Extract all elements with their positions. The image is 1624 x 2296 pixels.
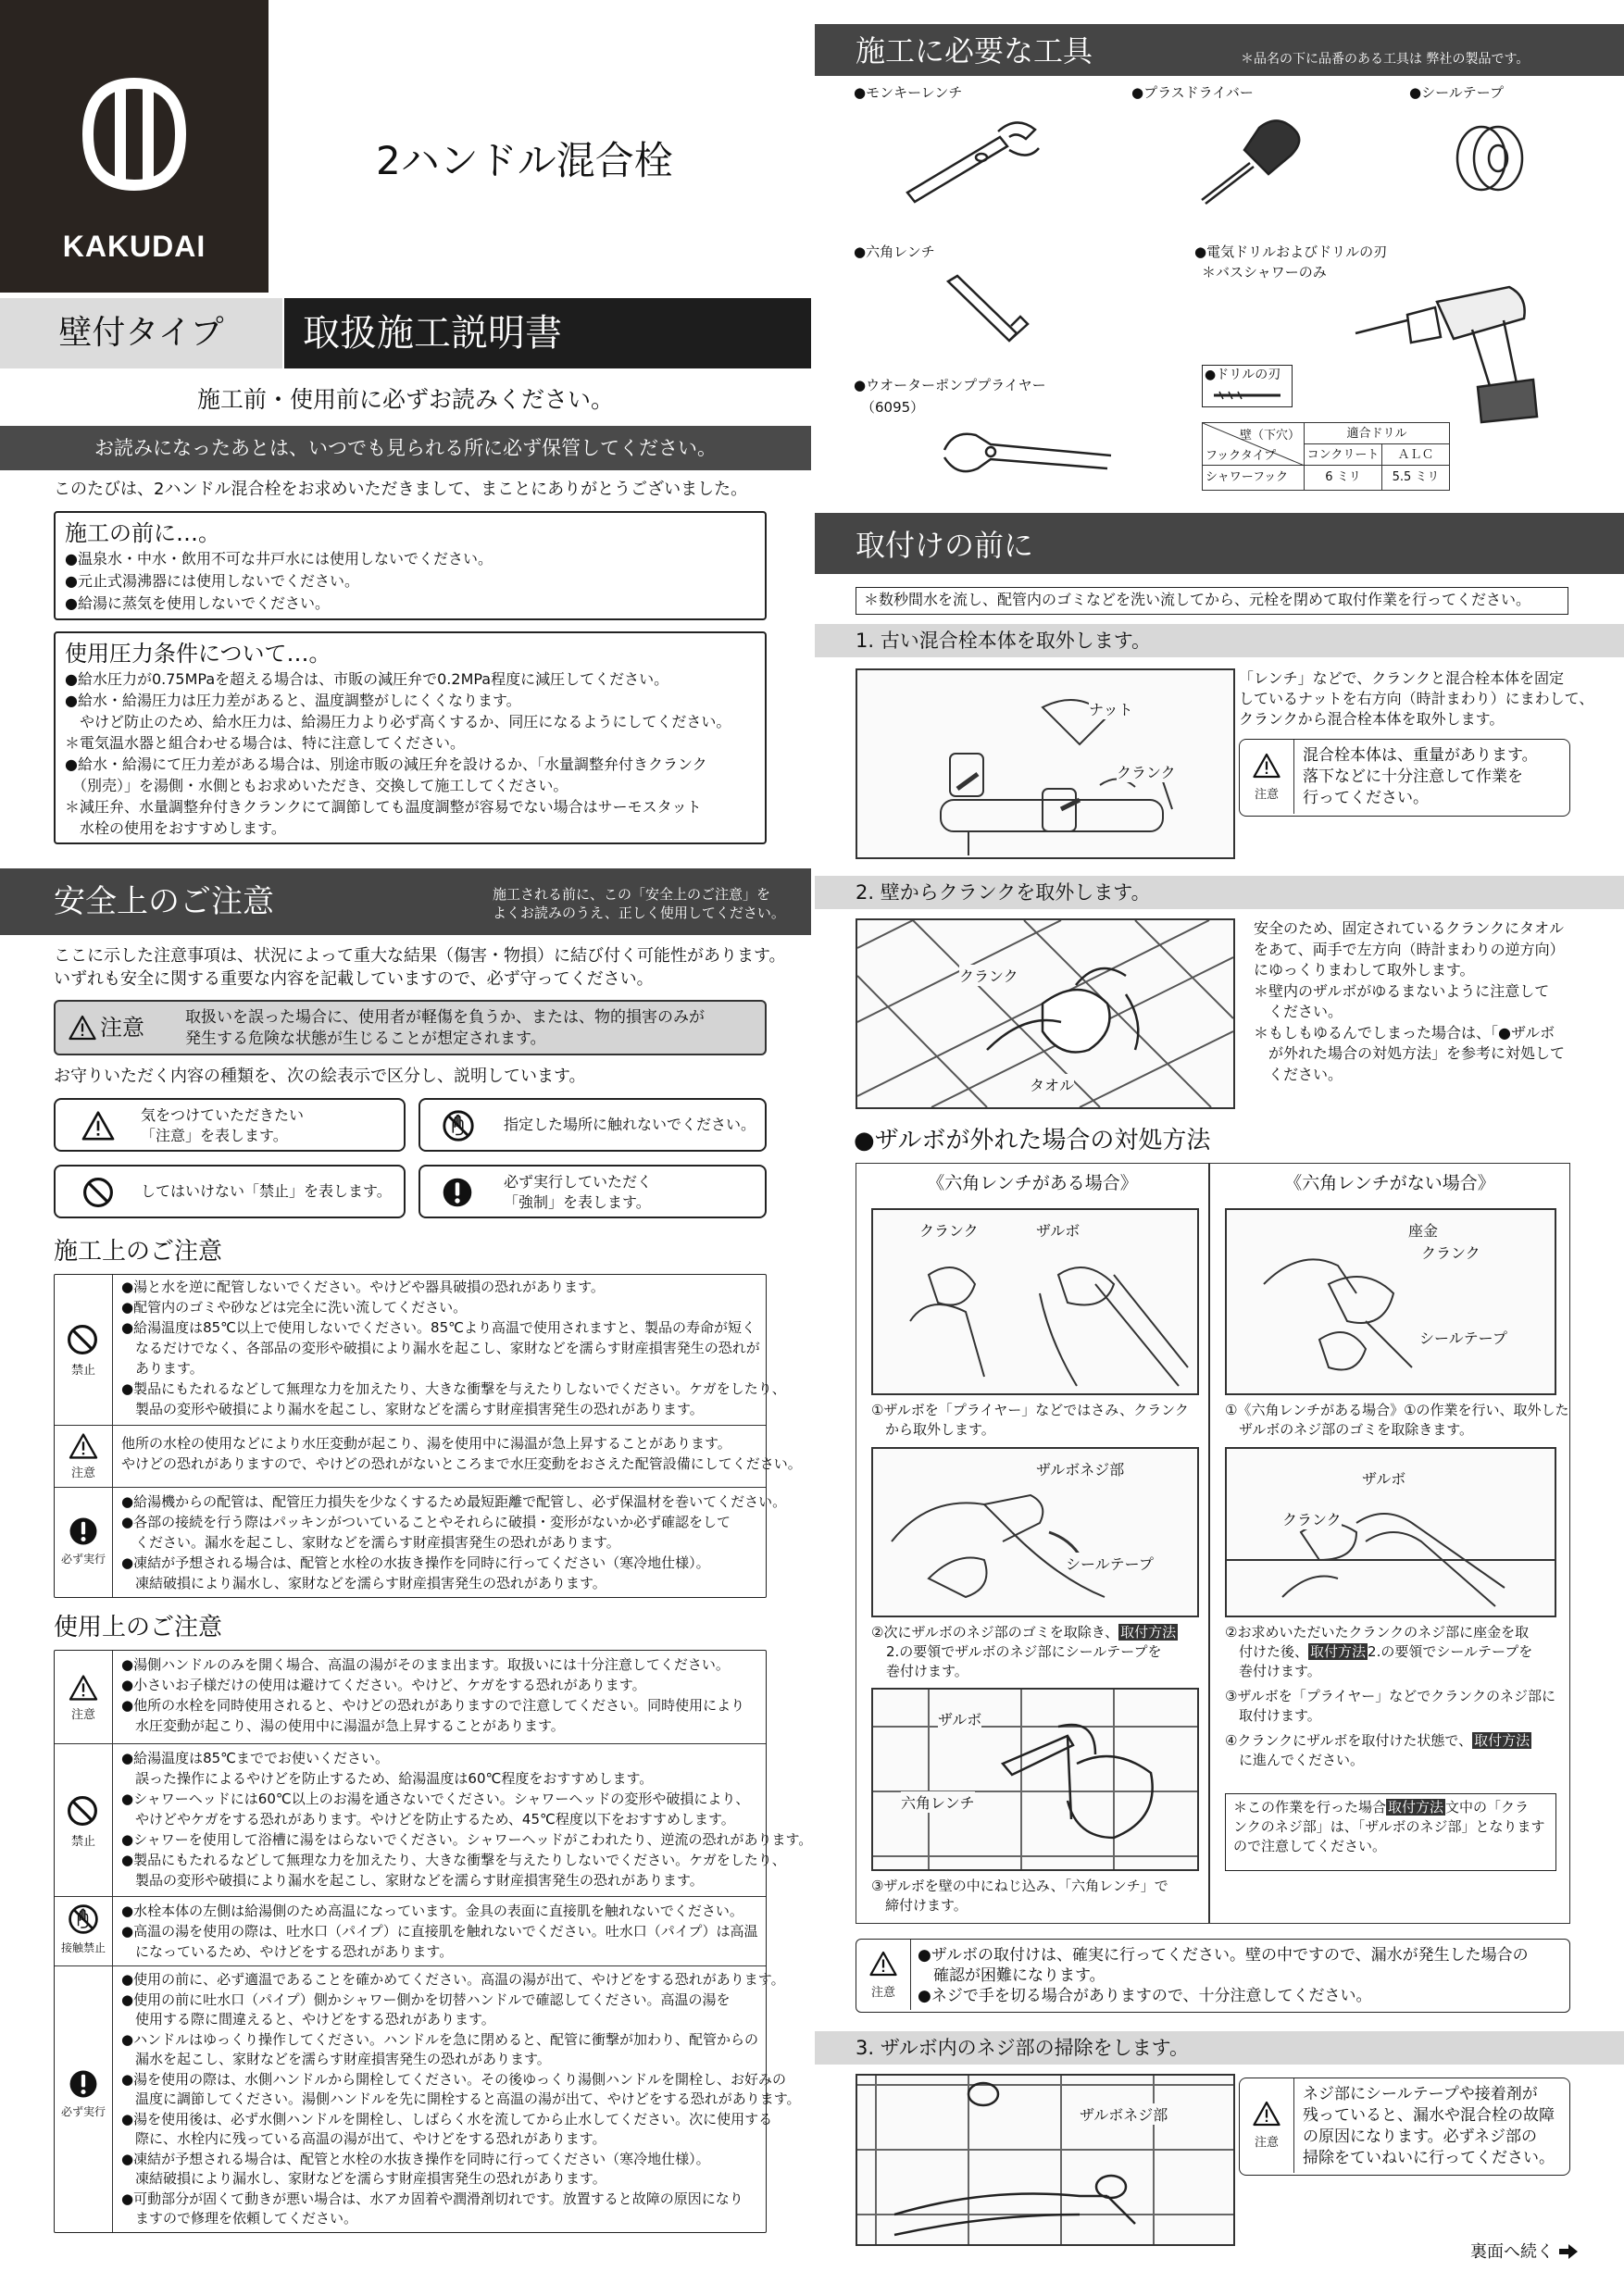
no-touch-icon — [67, 1903, 100, 1936]
safety-title: 安全上のご注意 — [54, 883, 274, 920]
arrow-right-icon — [1559, 2244, 1578, 2259]
install-notes-title: 施工上のご注意 — [54, 1238, 223, 1266]
step1-caution — [1239, 739, 1570, 817]
legend-must-line2: 「強制」を表します。 — [504, 1193, 651, 1211]
drill-bit-label: ●ドリルの刃 — [1205, 368, 1281, 382]
a1-text-line: から取外します。 — [871, 1421, 995, 1438]
step3-caution-line: ネジ部にシールテープや接着剤が — [1303, 2085, 1538, 2103]
zarubo-without-hex-heading: 《六角レンチがない場合》 — [1284, 1173, 1495, 1193]
a2-text-line: 巻付けます。 — [886, 1663, 968, 1679]
note-line: なるだけでなく、各部品の変形や破損により漏水を起こし、家財などを濡らす財産損害発生の恐れが — [121, 1340, 760, 1356]
step1-crank-label: クランク — [1117, 761, 1176, 782]
legend-no-touch-text: 指定した場所に触れないでください。 — [504, 1116, 756, 1133]
footer-next — [1470, 2240, 1578, 2265]
b2-tag: 取付方法 — [1310, 1643, 1367, 1660]
pressure-item: やけど防止のため、給水圧力は、給湯圧力より必ず高くするか、同圧になるようにしてください。 — [65, 713, 731, 730]
step1-caution-line: 行ってください。 — [1303, 789, 1429, 807]
b3-text-line: 取付けます。 — [1225, 1707, 1321, 1724]
kakudai-logo-icon — [0, 19, 269, 231]
warning-icon — [69, 1675, 98, 1701]
b3-text-line: ③ザルボを「プライヤー」などでクランクのネジ部に — [1225, 1688, 1555, 1704]
zarubo-title: ●ザルボが外れた場合の対処方法 — [854, 1127, 1211, 1154]
step2-text-line: ＊壁内のザルボがゆるまないように注意して — [1254, 981, 1550, 1000]
a3-hex-label: 六角レンチ — [901, 1791, 975, 1813]
pressure-item: ＊電気温水器と組合わせる場合は、特に注意してください。 — [65, 734, 466, 752]
note-line: ●凍結が予想される場合は、配管と水栓の水抜き操作を同時に行ってください（寒冷地仕様）。 — [121, 1554, 710, 1571]
step1-text-line: クランクから混合栓本体を取外します。 — [1239, 710, 1505, 728]
zarubo-a1-text — [871, 1401, 1189, 1440]
use-note-row — [55, 1966, 801, 2232]
a2-tag: 取付方法 — [1120, 1624, 1177, 1641]
b5-text-line: ンクのネジ部」は、「ザルボのネジ部」となります — [1233, 1818, 1545, 1835]
zarubo-clean-icon — [857, 2076, 1233, 2244]
before-install-item: ●元止式湯沸器には使用しないでください。 — [65, 572, 359, 590]
note-line: 凍結破損により漏水し、家財などを濡らす財産損害発生の恐れがあります。 — [121, 1575, 606, 1591]
note-line: ●他所の水栓を同時使用されると、やけどの恐れがありますので注意してください。同時使用により — [121, 1697, 745, 1714]
faucet-removal-icon — [857, 670, 1233, 857]
hex-wrench-tighten-icon — [873, 1690, 1197, 1869]
legend-must-line1: 必ず実行していただく — [504, 1173, 653, 1191]
note-line: ●湯を使用後は、必ず水側ハンドルを開栓し、しばらく水を流してから止水してください。次に使用する — [121, 2110, 773, 2128]
row-label: 注意 — [70, 1708, 95, 1722]
zarubo-panel — [856, 1163, 1570, 1924]
note-line: ●湯側ハンドルのみを開く場合、高温の湯がそのまま出ます。取扱いには十分注意してください。 — [121, 1656, 730, 1673]
use-note-row — [55, 1651, 766, 1743]
step2-text — [1254, 918, 1565, 1085]
tool-pliers-code: （6095） — [861, 399, 925, 416]
a1-zarubo-label: ザルボ — [1036, 1219, 1080, 1241]
no-touch-icon — [441, 1108, 476, 1143]
legend-caution-line2: 「注意」を表します。 — [141, 1127, 288, 1144]
note-line: ●配管内のゴミや砂などは完全に洗い流してください。 — [121, 1299, 468, 1316]
caution-word: 注意 — [100, 1015, 144, 1041]
note-line: ●ハンドルはゆっくり操作してください。ハンドルを急に閉めると、配管に衝撃が加わり、配管からの — [121, 2030, 758, 2048]
row-label: 禁止 — [70, 1835, 95, 1849]
drill-table-alc-header: ＡＬＣ — [1382, 444, 1449, 466]
step2-title: 2. 壁からクランクを取外します。 — [856, 881, 1151, 904]
safety-intro — [54, 944, 786, 991]
tools-header — [815, 24, 1624, 76]
use-note-row — [55, 1744, 813, 1896]
pressure-item: ●給水・給湯にて圧力差がある場合は、別途市販の減圧弁を設けるか、「水量調整弁付きクランク — [65, 755, 707, 773]
b5-text-line: ので注意してください。 — [1233, 1838, 1387, 1854]
a1-text-line: ①ザルボを「プライヤー」などではさみ、クランク — [871, 1402, 1189, 1418]
install-notes-table — [54, 1274, 802, 1598]
note-line: やけどやケガをする恐れがあります。やけどを防止するため、45℃程度以下をおすすめします。 — [121, 1811, 735, 1828]
legend-prohibit-text: してはいけない「禁止」を表します。 — [141, 1182, 392, 1200]
seal-tape-icon — [1444, 117, 1537, 200]
zarubo-b1-text — [1225, 1401, 1569, 1440]
use-note-row — [55, 1897, 766, 1965]
caution-label: 注意 — [1254, 2136, 1279, 2150]
row-label: 注意 — [70, 1466, 95, 1480]
row-label: 禁止 — [70, 1364, 95, 1378]
b4-text-last: に進んでください。 — [1225, 1752, 1365, 1768]
step1-text — [1239, 668, 1593, 730]
step3-label: ザルボネジ部 — [1080, 2103, 1168, 2125]
classify-text: お守りいただく内容の種類を、次の絵表示で区分し、説明しています。 — [54, 1067, 586, 1086]
step3-caution — [1239, 2078, 1570, 2176]
drill-table-row-name: シャワーフック — [1203, 466, 1305, 490]
product-title: 2ハンドル混合栓 — [376, 138, 673, 183]
prohibit-icon — [66, 1794, 99, 1828]
step3-caution-line: の原因になります。必ずネジ部の — [1303, 2128, 1537, 2146]
note-line: 他所の水栓の使用などにより水圧変動が起こり、湯を使用中に湯温が急上昇することがあります。 — [121, 1435, 731, 1452]
note-line: 水圧変動が起こり、湯の使用中に湯温が急上昇することがあります。 — [121, 1717, 565, 1734]
note-line: ●給湯温度は85℃以上で使用しないでください。85℃より高温で使用されますと、製品の寿命が短く — [121, 1319, 756, 1336]
note-line: ●各部の接続を行う際はパッキンがついていることやそれらに破損・変形がないか必ず確認をして — [121, 1514, 731, 1530]
step3-illustration — [856, 2074, 1235, 2246]
step1-text-line: しているナットを右方向（時計まわり）にまわして、 — [1239, 690, 1594, 707]
pressure-title: 使用圧力条件について…。 — [65, 641, 331, 667]
zarubo-a3-illustration — [871, 1688, 1199, 1871]
note-line: ●シャワーヘッドには60℃以上のお湯を通さないでください。シャワーヘッドの変形や破損により、 — [121, 1791, 750, 1807]
brand-logo-block — [0, 0, 269, 293]
must-do-icon — [441, 1176, 474, 1209]
a2-zarubo-screw-label: ザルボネジ部 — [1036, 1458, 1124, 1479]
note-line: ●湯と水を逆に配管しないでください。やけどや器具破損の恐れがあります。 — [121, 1279, 605, 1295]
tool-monkey-wrench-label: ●モンキーレンチ — [854, 84, 963, 101]
b2-crank-label: クランク — [1282, 1508, 1342, 1529]
zarubo-with-hex-heading: 《六角レンチがある場合》 — [927, 1173, 1138, 1193]
safety-header — [0, 868, 811, 935]
caution-label: 注意 — [1254, 788, 1279, 802]
tool-drill-label: ●電気ドリルおよびドリルの刃 — [1194, 243, 1388, 260]
step2-towel-label: タオル — [1030, 1074, 1074, 1095]
b4-text-pre: ④クランクにザルボを取付けた状態で、 — [1225, 1732, 1473, 1749]
step2-text-line: が外れた場合の対処方法」を参考に対処して — [1254, 1044, 1566, 1062]
drill-table-wall-header: 壁（下穴） — [1239, 429, 1300, 443]
warning-icon — [1253, 753, 1280, 779]
tool-driver-label: ●プラスドライバー — [1131, 84, 1254, 101]
zarubo-caution-line: ●ネジで手を切る場合がありますので、十分注意してください。 — [918, 1987, 1372, 2005]
safety-intro-2: いずれも安全に関する重要な内容を記載していますので、必ず守ってください。 — [54, 969, 654, 989]
b2-text-mid-pre: 付けた後、 — [1225, 1643, 1309, 1660]
tool-seal-tape-label: ●シールテープ — [1409, 84, 1505, 101]
caution-definition — [54, 1000, 767, 1055]
zarubo-caution-line: 確認が困難になります。 — [918, 1966, 1106, 1985]
step1-title: 1. 古い混合栓本体を取外します。 — [856, 630, 1152, 652]
row-label: 必ず実行 — [60, 1553, 106, 1566]
install-note-row — [55, 1426, 802, 1487]
zarubo-caution-line: ●ザルボの取付けは、確実に行ってください。壁の中ですので、漏水が発生した場合の — [918, 1946, 1529, 1965]
zarubo-a1-illustration — [871, 1208, 1199, 1395]
a3-text-line: ③ザルボを壁の中にねじ込み、「六角レンチ」で — [871, 1878, 1168, 1894]
tools-title: 施工に必要な工具 — [856, 33, 1093, 69]
step2-illustration — [856, 918, 1235, 1109]
note-line: ●凍結が予想される場合は、配管と水栓の水抜き操作を同時に行ってください（寒冷地仕様）。 — [121, 2150, 710, 2167]
note-line: ●可動部分が固くて動きが悪い場合は、水アカ固着や潤滑剤切れです。放置すると故障の原因になり — [121, 2190, 743, 2207]
b4-tag: 取付方法 — [1474, 1732, 1530, 1749]
before-mount-note: ＊数秒間水を流し、配管内のゴミなどを洗い流してから、元栓を閉めて取付作業を行ってください。 — [856, 587, 1568, 615]
safety-intro-1: ここに示した注意事項は、状況によって重大な結果（傷害・物損）に結び付く可能性があります。 — [54, 946, 786, 966]
note-line: ●小さいお子様だけの使用は避けてください。やけど、ケガをする恐れがあります。 — [121, 1677, 646, 1693]
warning-icon — [81, 1111, 115, 1141]
step1-caution-line: 落下などに十分注意して作業を — [1303, 767, 1523, 786]
b1-washer-label: 座金 — [1408, 1219, 1438, 1241]
before-mount-title: 取付けの前に — [856, 528, 1034, 563]
note-line: ●高温の湯を使用の際は、吐水口（パイプ）に直接肌を触れないでください。吐水口（パイプ）は高温 — [121, 1923, 758, 1940]
note-line: あります。 — [121, 1360, 204, 1377]
note-line: ●使用の前に吐水口（パイプ）側かシャワー側かを切替ハンドルで確認してください。高温の湯を — [121, 1990, 731, 2008]
zarubo-caution — [856, 1939, 1570, 2013]
note-line: ●給湯機からの配管は、配管圧力損失を少なくするため最短距離で配管し、必ず保温材を巻いてください。 — [121, 1493, 787, 1510]
water-pump-pliers-icon — [935, 407, 1120, 491]
must-do-icon — [68, 1516, 99, 1547]
step1-caution-line: 混合栓本体は、重量があります。 — [1303, 746, 1538, 765]
step3-caution-line: 残っていると、漏水や混合栓の故障 — [1303, 2106, 1555, 2125]
zarubo-a2-illustration — [871, 1447, 1199, 1617]
warning-icon — [69, 1433, 98, 1459]
b1-text-line: ザルボのネジ部のゴミを取除きます。 — [1225, 1421, 1474, 1438]
zarubo-a3-text — [871, 1877, 1168, 1915]
step3-title: 3. ザルボ内のネジ部の掃除をします。 — [856, 2037, 1189, 2059]
note-line: ●製品にもたれるなどして無理な力を加えたり、大きな衝撃を与えたりしないでください。ケガをしたり、 — [121, 1380, 786, 1397]
step3-caution-line: 掃除をていねいに行ってください。 — [1303, 2149, 1555, 2167]
tool-pliers-label: ●ウオーターポンププライヤー — [854, 377, 1046, 393]
tool-hex-wrench-label: ●六角レンチ — [854, 243, 935, 260]
pressure-item: ＊減圧弁、水量調整弁付きクランクにて調節しても温度調整が容易でない場合はサーモスタット — [65, 798, 702, 816]
note-line: やけどの恐れがありますので、やけどの恐れがないところまで水圧変動をおさえた配管設備にしてください。 — [121, 1455, 802, 1472]
step2-header — [815, 876, 1624, 909]
step2-text-line: ください。 — [1254, 1003, 1343, 1020]
b2-zarubo-label: ザルボ — [1362, 1467, 1405, 1489]
pressure-box — [54, 631, 767, 844]
a2-text-line: 2.の要領でザルボのネジ部にシールテープを — [886, 1643, 1162, 1660]
use-notes-table — [54, 1650, 813, 2233]
zarubo-b5-note — [1225, 1793, 1556, 1871]
zarubo-b1-illustration — [1225, 1208, 1556, 1395]
safety-side-note-2: よくお読みのうえ、正しく使用してください。 — [493, 905, 785, 921]
warning-icon — [869, 1951, 897, 1977]
monkey-wrench-icon — [889, 109, 1046, 211]
step2-text-line: ＊もしもゆるんでしまった場合は、「●ザルボ — [1254, 1023, 1555, 1042]
screwdriver-icon — [1176, 109, 1324, 211]
note-line: ますので修理を依頼してください。 — [121, 2210, 358, 2227]
step2-text-line: にゆっくりまわして取外します。 — [1254, 961, 1475, 979]
washer-seal-tape-icon — [1227, 1210, 1555, 1393]
before-install-box — [54, 511, 767, 620]
read-before-notice: 施工前・使用前に必ずお読みください。 — [196, 386, 614, 413]
step1-text-line: 「レンチ」などで、クランクと混合栓本体を固定 — [1239, 669, 1564, 687]
note-line: ●使用の前に、必ず適温であることを確かめてください。高温の湯が出て、やけどをする恐れがあります。 — [121, 1971, 785, 1988]
drill-table — [1202, 422, 1450, 491]
must-do-icon — [68, 2068, 99, 2100]
caution-desc-1: 取扱いを誤った場合に、使用者が軽傷を負うか、または、物的損害のみが — [185, 1008, 705, 1027]
drill-table-row-alc: 5.5 ミリ — [1392, 470, 1440, 484]
note-line: ●製品にもたれるなどして無理な力を加えたり、大きな衝撃を与えたりしないでください。ケガをしたり、 — [121, 1852, 786, 1868]
type-label: 壁付タイプ — [0, 298, 282, 368]
note-line: ●水栓本体の左側は給湯側のため高温になっています。金具の表面に直接肌を触れないでください。 — [121, 1903, 743, 1919]
b5-text-post: 文中の「クラ — [1445, 1799, 1530, 1816]
step1-nut-label: ナット — [1089, 698, 1133, 719]
electric-drill-icon — [1352, 278, 1565, 426]
pressure-item: （別売）」を湯側・水側ともお求めいただき、交換して施工してください。 — [65, 777, 568, 794]
seal-tape-wrap-icon — [873, 1449, 1197, 1616]
note-line: 温度に調節してください。湯側ハンドルを先に開栓すると高温の湯が出て、やけどをする恐れがあります。 — [121, 2090, 801, 2107]
before-install-title: 施工の前に…。 — [65, 520, 220, 546]
note-line: 凍結破損により漏水し、家財などを濡らす財産損害発生の恐れがあります。 — [121, 2170, 606, 2187]
b2-text-mid-post: 2.の要領でシールテープを — [1368, 1643, 1533, 1660]
legend-must — [418, 1165, 767, 1218]
manual-label: 取扱施工説明書 — [284, 298, 811, 368]
a3-zarubo-label: ザルボ — [938, 1708, 981, 1729]
b5-tag: 取付方法 — [1388, 1799, 1444, 1816]
drill-bit-box — [1202, 365, 1293, 407]
before-mount-header — [815, 513, 1624, 574]
legend-no-touch — [418, 1098, 767, 1152]
note-line: ●湯を使用の際は、水側ハンドルから開栓してください。その後ゆっくり湯側ハンドルを開栓し、お好みの — [121, 2070, 786, 2088]
thanks-text: このたびは、2ハンドル混合栓をお求めいただきまして、まことにありがとうございました。 — [54, 480, 748, 499]
step1-header — [815, 624, 1624, 657]
drill-table-drill-header: 適合ドリル — [1305, 423, 1449, 444]
note-line: ●給湯温度は85℃まででお使いください。 — [121, 1750, 390, 1766]
legend-caution — [54, 1098, 406, 1152]
use-notes-title: 使用上のご注意 — [54, 1614, 223, 1641]
step3-header — [815, 2031, 1624, 2065]
a3-text-line: 締付けます。 — [871, 1897, 968, 1914]
step2-crank-label: クランク — [959, 965, 1018, 986]
safety-side-note — [493, 885, 785, 922]
zarubo-b-steps-text — [1225, 1623, 1555, 1770]
a1-crank-label: クランク — [919, 1219, 979, 1241]
pressure-item: ●給水・給湯圧力は圧力差があると、温度調整がしにくくなります。 — [65, 692, 521, 709]
legend-prohibit — [54, 1165, 406, 1218]
pressure-item: 水栓の使用をおすすめします。 — [65, 819, 286, 837]
keep-notice: お読みになったあとは、いつでも見られる所に必ず保管してください。 — [0, 426, 811, 470]
drill-table-type-header: フックタイプ — [1206, 449, 1277, 463]
b2-text-pre: ②お求めいただいたクランクのネジ部に座金を取 — [1225, 1624, 1530, 1641]
prohibit-icon — [66, 1323, 99, 1356]
row-label: 必ず実行 — [60, 2105, 106, 2118]
row-label: 接触禁止 — [60, 1941, 106, 1954]
b1-seal-label: シールテープ — [1419, 1327, 1507, 1348]
step2-text-line: をあて、両手で左方向（時計まわりの逆方向） — [1254, 940, 1565, 958]
drill-table-row-concrete: 6 ミリ — [1305, 466, 1382, 490]
zarubo-b2-illustration — [1225, 1447, 1556, 1617]
brand-name: KAKUDAI — [62, 230, 206, 263]
a2-seal-label: シールテープ — [1066, 1553, 1154, 1574]
b1-crank-label: クランク — [1421, 1242, 1480, 1263]
legend-caution-line1: 気をつけていただきたい — [141, 1106, 305, 1124]
note-line: 際に、水栓内に残っている高温の湯が出て、やけどをする恐れがあります。 — [121, 2130, 606, 2147]
drill-table-concrete-header: コンクリート — [1305, 444, 1382, 466]
caution-desc-2: 発生する危険な状態が生じることが想定されます。 — [185, 1029, 546, 1048]
step1-illustration — [856, 668, 1235, 859]
pressure-item: ●給水圧力が0.75MPaを超える場合は、市販の減圧弁で0.2MPa程度に減圧してください。 — [65, 670, 669, 688]
drill-bit-icon — [1210, 388, 1284, 403]
note-line: になっているため、やけどをする恐れがあります。 — [121, 1943, 454, 1960]
b2-text-last: 巻付けます。 — [1225, 1663, 1321, 1679]
a2-text-pre: ②次にザルボのネジ部のゴミを取除き、 — [871, 1624, 1119, 1641]
install-note-row — [55, 1275, 786, 1425]
safety-side-note-1: 施工される前に、この「安全上のご注意」を — [493, 886, 771, 903]
b5-text-pre: ＊この作業を行った場合 — [1233, 1799, 1387, 1816]
note-line: 漏水を起こし、家財などを濡らす財産損害発生の恐れがあります。 — [121, 2051, 551, 2067]
note-line: ください。漏水を起こし、家財などを濡らす財産損害発生の恐れがあります。 — [121, 1534, 620, 1551]
step2-text-line: ください。 — [1254, 1065, 1343, 1083]
note-line: 使用する際に間違えると、やけどをする恐れがあります。 — [121, 2011, 495, 2028]
caution-label: 注意 — [870, 1986, 895, 2000]
note-line: 製品の変形や破損により漏水を起こし、家財などを濡らす財産損害発生の恐れがあります。 — [121, 1872, 704, 1889]
install-note-row — [55, 1488, 787, 1597]
note-line: 製品の変形や破損により漏水を起こし、家財などを濡らす財産損害発生の恐れがあります。 — [121, 1401, 704, 1417]
warning-icon — [69, 1015, 96, 1041]
zarubo-a2-text — [871, 1623, 1178, 1681]
note-line: ●シャワーを使用して浴槽に湯をはらないでください。シャワーヘッドがこわれたり、逆流の恐れがあります。 — [121, 1831, 813, 1848]
note-line: 誤った操作によるやけどを防止するため、給湯温度は60℃程度をおすすめします。 — [121, 1770, 654, 1787]
warning-icon — [1253, 2101, 1280, 2127]
before-install-item: ●温泉水・中水・飲用不可な井戸水には使用しないでください。 — [65, 550, 493, 568]
step2-text-line: 安全のため、固定されているクランクにタオル — [1254, 919, 1565, 937]
tool-drill-note: ＊バスシャワーのみ — [1202, 264, 1327, 281]
prohibit-icon — [81, 1176, 115, 1209]
before-install-item: ●給湯に蒸気を使用しないでください。 — [65, 594, 330, 612]
b1-text-line: ①《六角レンチがある場合》①の作業を行い、取外した — [1225, 1402, 1569, 1418]
hex-wrench-icon — [935, 263, 1037, 356]
tools-note: ＊品名の下に品番のある工具は 弊社の製品です。 — [1241, 52, 1530, 67]
footer-next-text: 裏面へ続く — [1470, 2242, 1554, 2262]
